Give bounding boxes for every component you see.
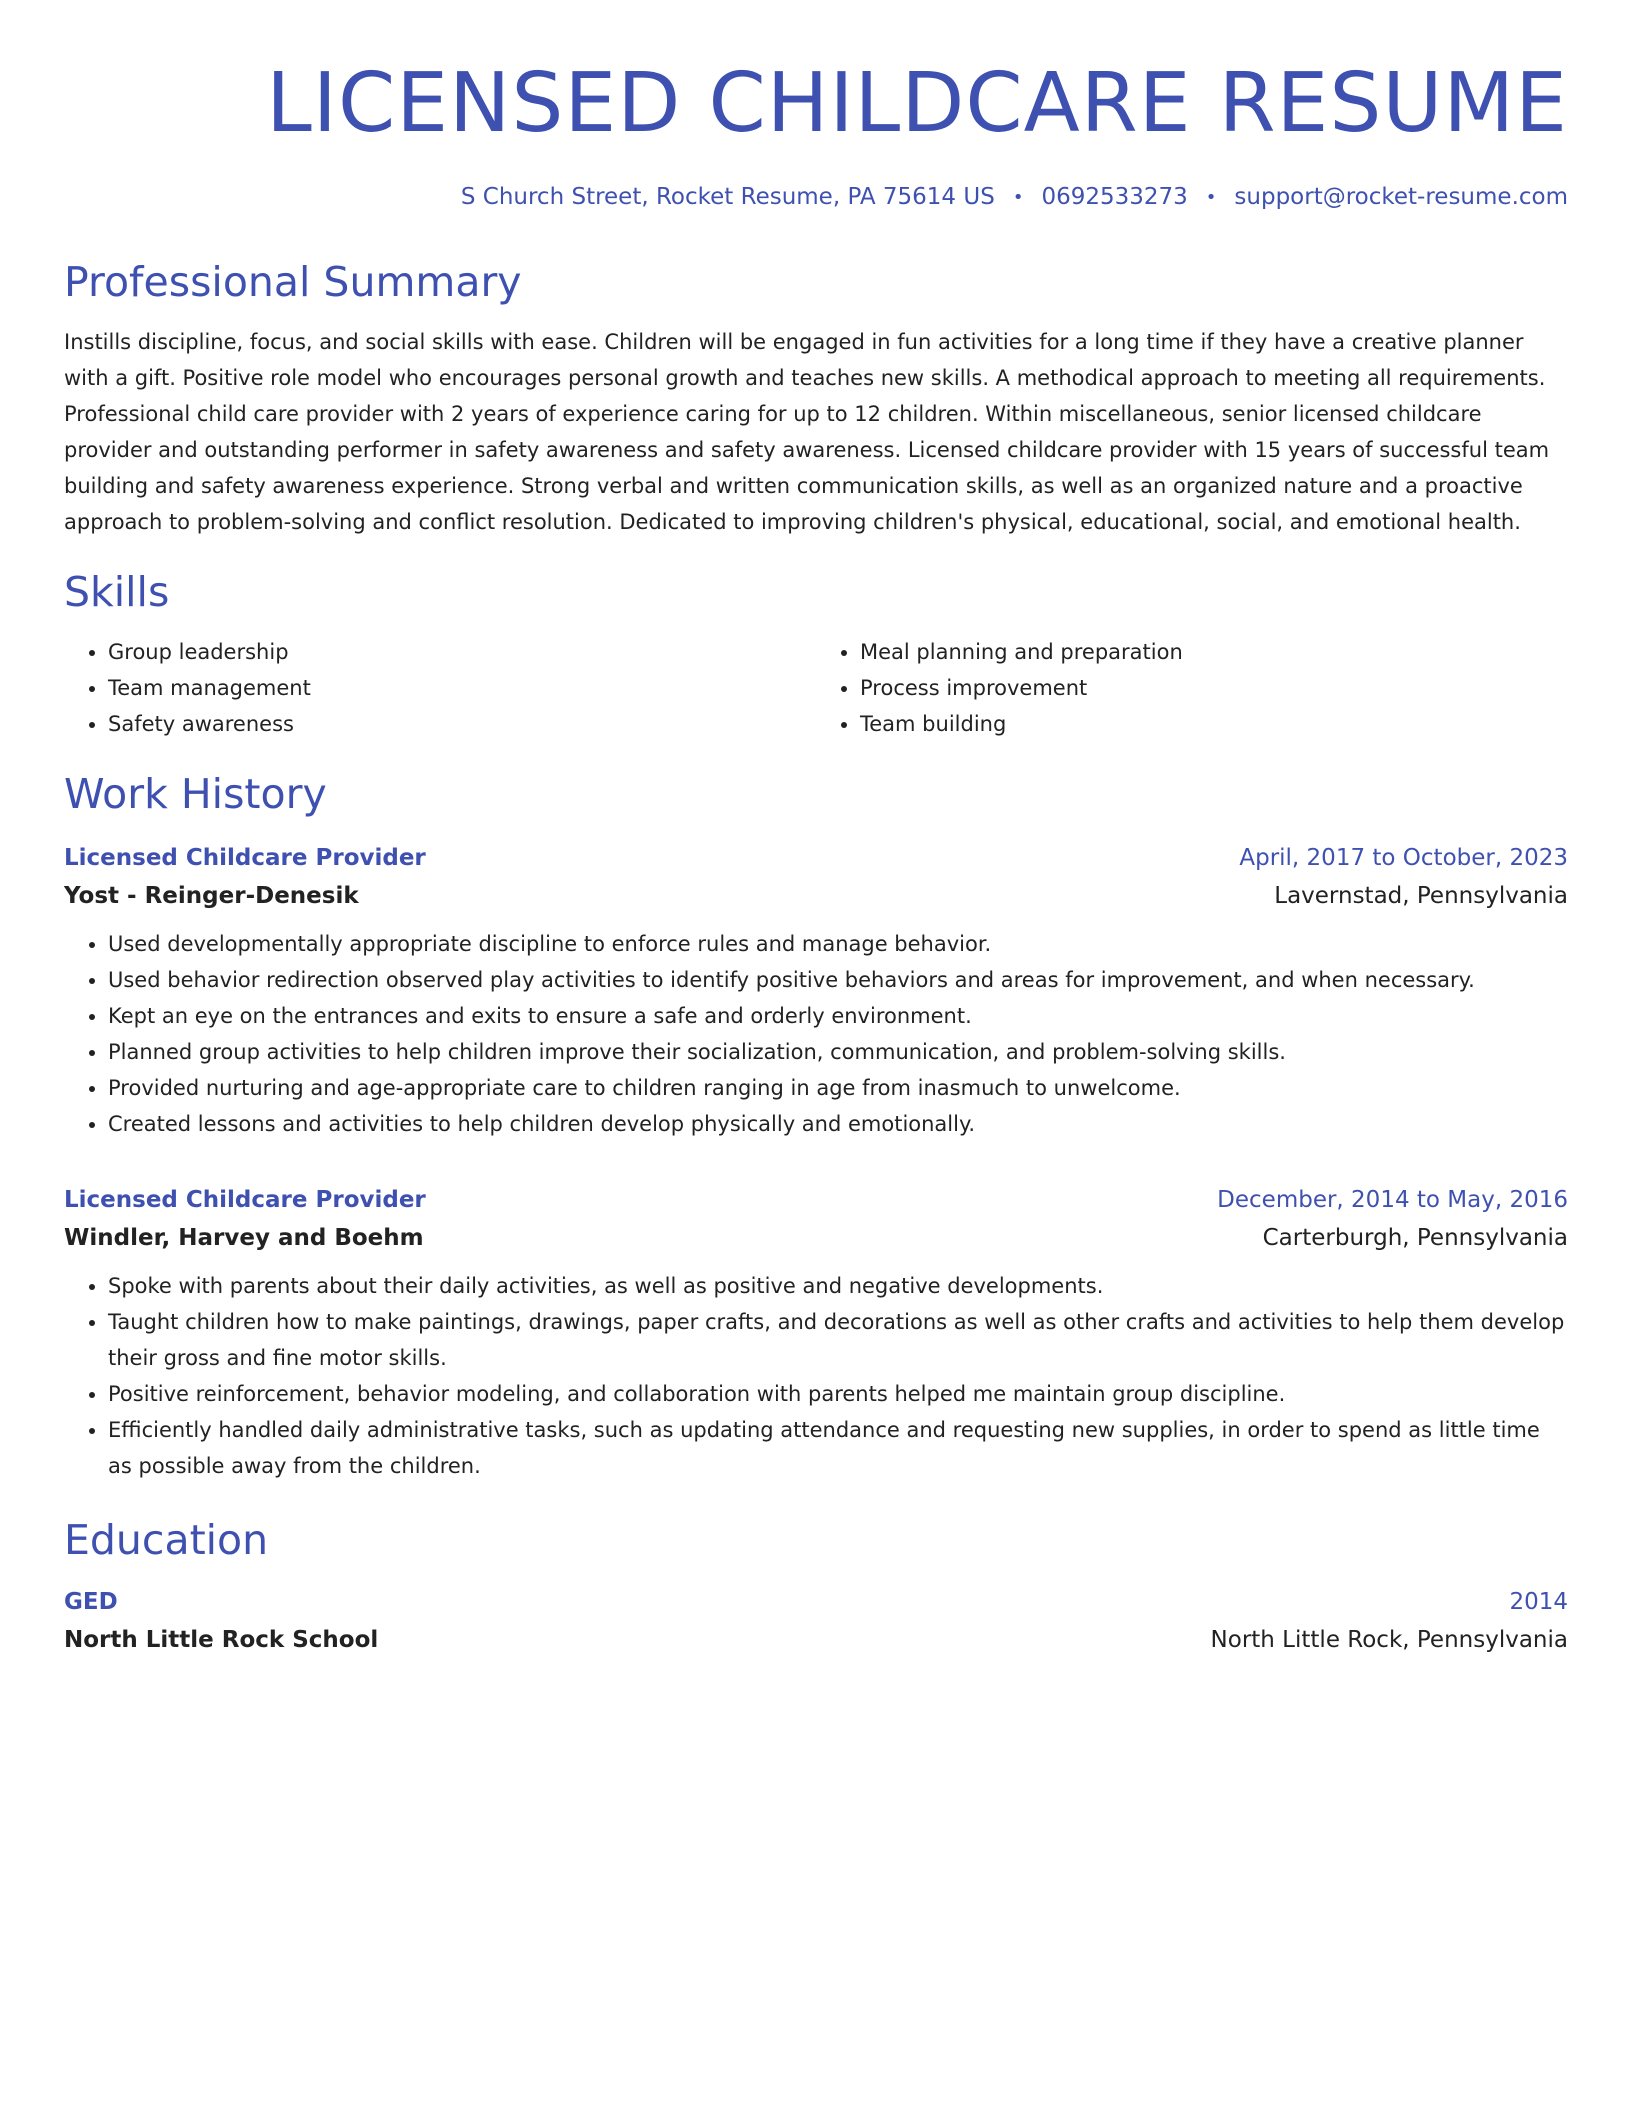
job-bullet: • Planned group activities to help children improve their socialization, communication, and problem-solving skills. [108, 1034, 1568, 1070]
education-degree-row [64, 1584, 1568, 1620]
education-location: North Little Rock, Pennsylvania [1210, 1627, 1568, 1653]
education-section [64, 1514, 1568, 1660]
education-entry [64, 1584, 1568, 1660]
skills-heading: Skills [64, 568, 170, 616]
education-heading: Education [64, 1516, 269, 1564]
job-title-row [64, 840, 1568, 876]
contact-email: support@rocket-resume.com [1234, 184, 1568, 210]
job-entry [64, 840, 1568, 1142]
job-bullet: • Created lessons and activities to help children develop physically and emotionally. [108, 1106, 1568, 1142]
job-location: Carterburgh, Pennsylvania [1262, 1225, 1568, 1251]
resume-header [64, 56, 1568, 210]
job-bullets [64, 926, 1568, 1142]
contact-separator: • [1012, 186, 1024, 208]
contact-line [64, 184, 1568, 210]
job-entry [64, 1182, 1568, 1484]
job-company-row [64, 876, 1568, 916]
skill-item: • Team building [860, 706, 1568, 742]
job-dates: April, 2017 to October, 2023 [1239, 845, 1568, 871]
work-history-heading: Work History [64, 770, 327, 818]
summary-text: Instills discipline, focus, and social skills with ease. Children will be engaged in fun activities for a long time if they have a creative planner with a gift. Positive role model who encourages personal growth and teaches new skills. A methodical approach to meeting all requirements. Professional child care provider with 2 years of experience caring for up to 12 children. Within miscellaneous, senior licensed childcare provider and outstanding performer in safety awareness and safety awareness. Licensed childcare provider with 15 years of successful team building and safety awareness experience. Strong verbal and written communication skills, as well as an organized nature and a proactive approach to problem-solving and conflict resolution. Dedicated to improving children's physical, educational, social, and emotional health. [64, 330, 1550, 534]
skills-list-right [816, 634, 1568, 742]
skills-grid [64, 634, 1568, 742]
job-title-row [64, 1182, 1568, 1218]
job-dates: December, 2014 to May, 2016 [1217, 1187, 1568, 1213]
skill-item: • Meal planning and preparation [860, 634, 1568, 670]
job-title: Licensed Childcare Provider [64, 1187, 426, 1213]
contact-address: S Church Street, Rocket Resume, PA 75614 US [460, 184, 995, 210]
summary-section [64, 256, 1568, 540]
job-company: Yost - Reinger-Denesik [64, 883, 359, 909]
resume-title: LICENSED CHILDCARE RESUME [266, 56, 1568, 151]
contact-separator: • [1205, 186, 1217, 208]
job-company: Windler, Harvey and Boehm [64, 1225, 424, 1251]
job-bullets [64, 1268, 1568, 1484]
job-bullet: • Provided nurturing and age-appropriate care to children ranging in age from inasmuch to unwelcome. [108, 1070, 1568, 1106]
skill-item: • Group leadership [108, 634, 816, 670]
work-history-section [64, 768, 1568, 1484]
education-degree: GED [64, 1589, 118, 1615]
summary-heading: Professional Summary [64, 258, 522, 306]
skill-item: • Process improvement [860, 670, 1568, 706]
job-bullet: • Used behavior redirection observed play activities to identify positive behaviors and areas for improvement, and when necessary. [108, 962, 1568, 998]
education-school-row [64, 1620, 1568, 1660]
skills-section [64, 566, 1568, 742]
job-bullet: • Efficiently handled daily administrative tasks, such as updating attendance and requesting new supplies, in order to spend as little time as possible away from the children. [108, 1412, 1568, 1484]
job-bullet: • Taught children how to make paintings, drawings, paper crafts, and decorations as well as other crafts and activities to help them develop their gross and fine motor skills. [108, 1304, 1568, 1376]
job-company-row [64, 1218, 1568, 1258]
job-bullet: • Used developmentally appropriate discipline to enforce rules and manage behavior. [108, 926, 1568, 962]
skill-item: • Safety awareness [108, 706, 816, 742]
skill-item: • Team management [108, 670, 816, 706]
job-bullet: • Positive reinforcement, behavior modeling, and collaboration with parents helped me maintain group discipline. [108, 1376, 1568, 1412]
job-title: Licensed Childcare Provider [64, 845, 426, 871]
education-year: 2014 [1509, 1589, 1568, 1615]
skills-list-left [64, 634, 816, 742]
education-school: North Little Rock School [64, 1627, 379, 1653]
job-location: Lavernstad, Pennsylvania [1274, 883, 1568, 909]
contact-phone: 0692533273 [1041, 184, 1188, 210]
job-bullet: • Kept an eye on the entrances and exits to ensure a safe and orderly environment. [108, 998, 1568, 1034]
job-bullet: • Spoke with parents about their daily activities, as well as positive and negative developments. [108, 1268, 1568, 1304]
